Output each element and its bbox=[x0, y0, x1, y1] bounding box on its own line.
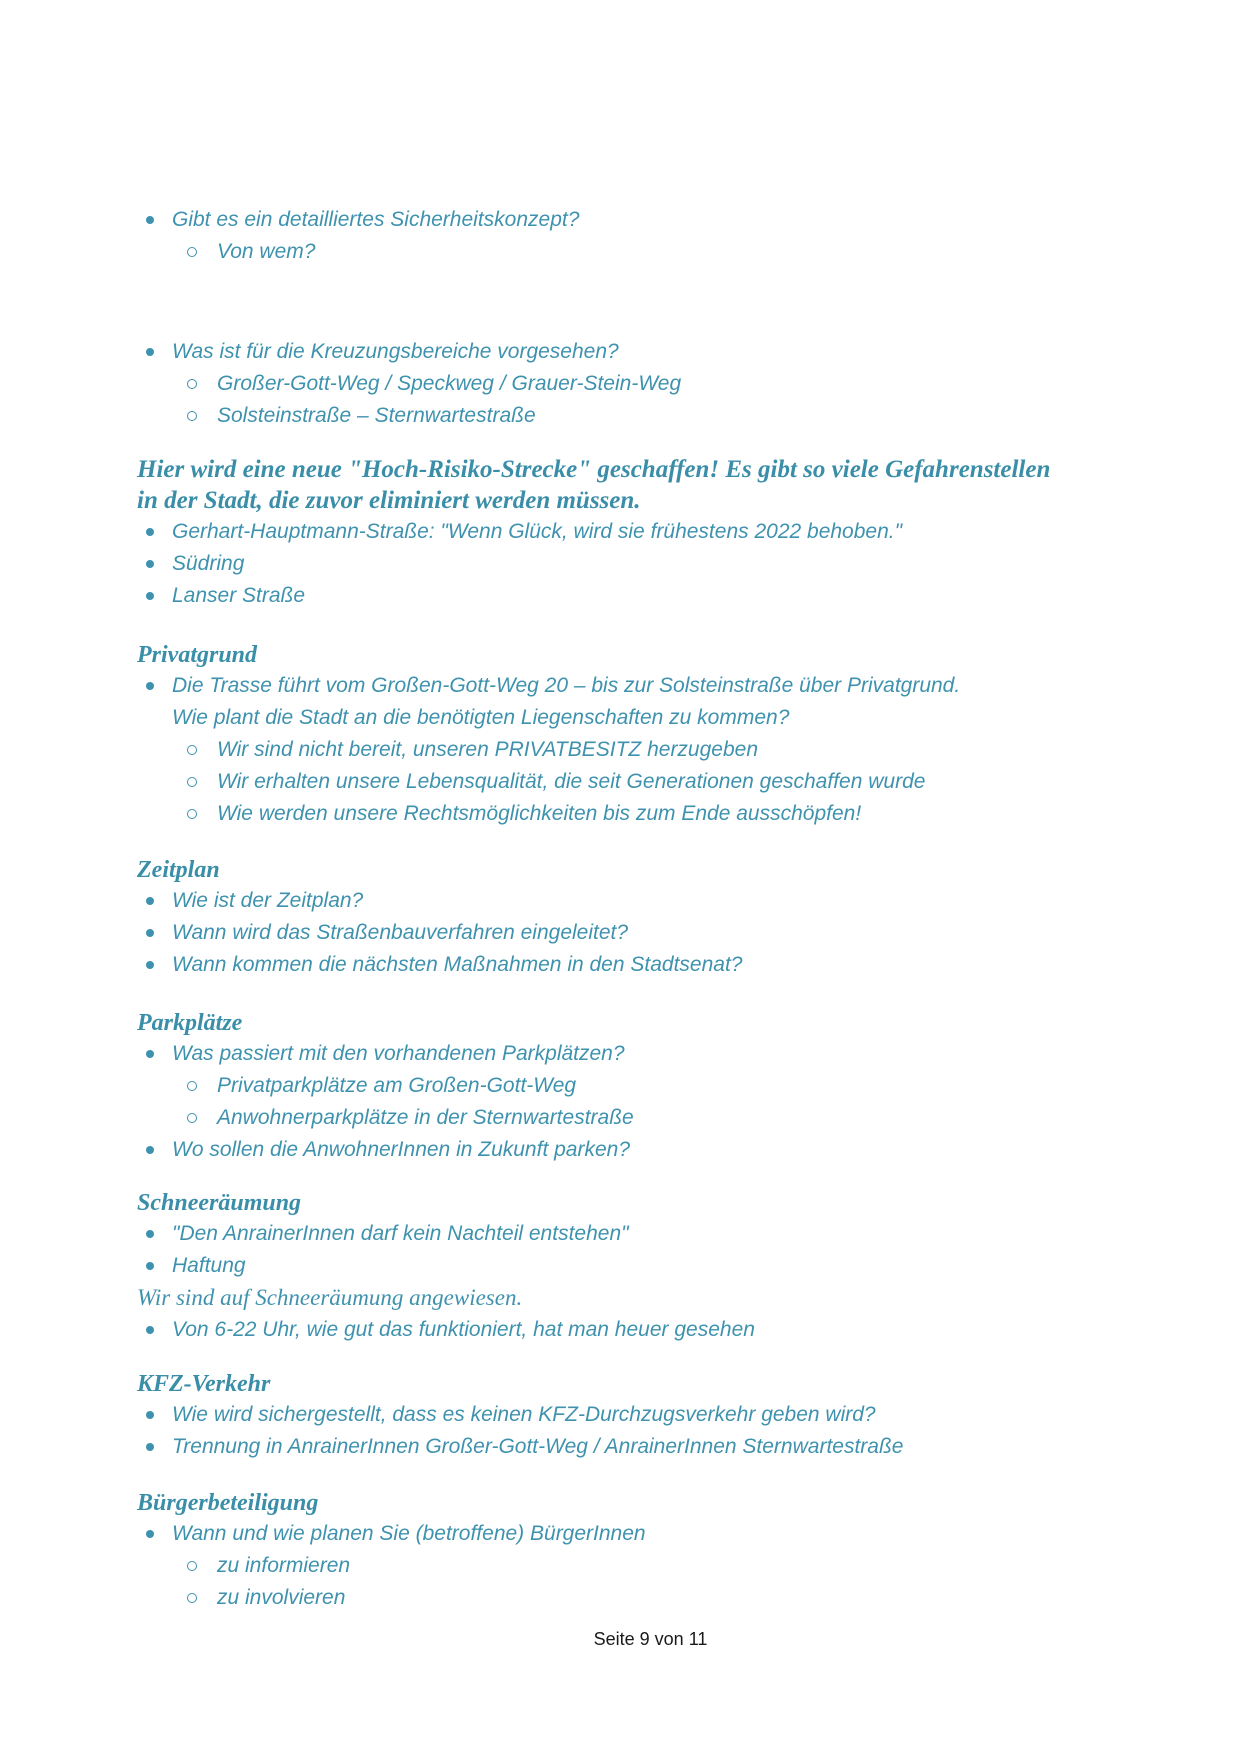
bullet-dot-icon bbox=[137, 204, 172, 236]
bullet-text: "Den AnrainerInnen darf kein Nachteil entstehen" bbox=[172, 1222, 629, 1245]
bullet-text bbox=[172, 670, 1121, 734]
bullet-dot-icon bbox=[137, 1431, 172, 1463]
bullet-item bbox=[137, 516, 1121, 548]
bullet-text: Wann kommen die nächsten Maßnahmen in den Stadtsenat? bbox=[172, 953, 743, 976]
bullet-dot-icon bbox=[137, 949, 172, 981]
bullet-item bbox=[137, 670, 1121, 734]
bullet-item bbox=[137, 1431, 1121, 1463]
bullet-item bbox=[137, 1314, 1121, 1346]
sub-bullet-item bbox=[186, 1582, 1121, 1614]
sub-bullet-text: Privatparkplätze am Großen-Gott-Weg bbox=[217, 1074, 577, 1097]
bullet-dot-icon bbox=[137, 1134, 172, 1166]
bullet-item bbox=[137, 548, 1121, 580]
bullet-item bbox=[137, 336, 1121, 368]
bullet-circle-icon bbox=[186, 1550, 217, 1582]
page-footer: Seite 9 von 11 bbox=[593, 1629, 708, 1649]
sub-bullet-item bbox=[186, 1070, 1121, 1102]
bullet-text: Gerhart-Hauptmann-Straße: "Wenn Glück, wird sie frühestens 2022 behoben." bbox=[172, 520, 903, 543]
bullet-dot-icon bbox=[137, 1399, 172, 1431]
bullet-text: Wo sollen die AnwohnerInnen in Zukunft parken? bbox=[172, 1138, 631, 1161]
bullet-text: Haftung bbox=[172, 1254, 246, 1277]
bullet-text: Was passiert mit den vorhandenen Parkplätzen? bbox=[172, 1042, 625, 1065]
sub-bullet-item bbox=[186, 368, 1121, 400]
sub-bullet-text: Wir erhalten unsere Lebensqualität, die seit Generationen geschaffen wurde bbox=[217, 770, 926, 793]
bullet-text: Wann und wie planen Sie (betroffene) BürgerInnen bbox=[172, 1522, 646, 1545]
section-title-schneeraeumung: Schneeräumung bbox=[137, 1190, 302, 1216]
sub-bullet-text: Großer-Gott-Weg / Speckweg / Grauer-Stein-Weg bbox=[217, 372, 682, 395]
bullet-text: Gibt es ein detailliertes Sicherheitskonzept? bbox=[172, 208, 580, 231]
sub-bullet-item bbox=[186, 1102, 1121, 1134]
bullet-circle-icon bbox=[186, 1102, 217, 1134]
bullet-circle-icon bbox=[186, 236, 217, 268]
bullet-dot-icon bbox=[137, 516, 172, 548]
section-title-parkplaetze: Parkplätze bbox=[137, 1010, 243, 1036]
bullet-item bbox=[137, 1518, 1121, 1550]
bullet-circle-icon bbox=[186, 1070, 217, 1102]
sub-bullet-text: Anwohnerparkplätze in der Sternwartestraße bbox=[217, 1106, 634, 1129]
bullet-dot-icon bbox=[137, 1218, 172, 1250]
bullet-text-line1: Die Trasse führt vom Großen-Gott-Weg 20 – bis zur Solsteinstraße über Privatgrund. bbox=[172, 674, 961, 697]
bullet-text: Von 6-22 Uhr, wie gut das funktioniert, hat man heuer gesehen bbox=[172, 1318, 755, 1341]
bullet-item bbox=[137, 1399, 1121, 1431]
sub-bullet-text: zu involvieren bbox=[217, 1586, 346, 1609]
sub-bullet-item bbox=[186, 766, 1121, 798]
bullet-text: Wie ist der Zeitplan? bbox=[172, 889, 364, 912]
bullet-item bbox=[137, 917, 1121, 949]
sub-bullet-item bbox=[186, 236, 1121, 268]
serif-note-line: Wir sind auf Schneeräumung angewiesen. bbox=[137, 1285, 523, 1310]
section-title-kfz-verkehr: KFZ-Verkehr bbox=[137, 1371, 271, 1397]
sub-bullet-text: Solsteinstraße – Sternwartestraße bbox=[217, 404, 536, 427]
bullet-dot-icon bbox=[137, 1314, 172, 1346]
bullet-item bbox=[137, 580, 1121, 612]
bullet-text-line2: Wie plant die Stadt an die benötigten Liegenschaften zu kommen? bbox=[172, 706, 790, 729]
bullet-text: Wann wird das Straßenbauverfahren eingeleitet? bbox=[172, 921, 629, 944]
bullet-item bbox=[137, 204, 1121, 236]
bullet-dot-icon bbox=[137, 885, 172, 917]
sub-bullet-text: zu informieren bbox=[217, 1554, 351, 1577]
bullet-circle-icon bbox=[186, 734, 217, 766]
bullet-circle-icon bbox=[186, 368, 217, 400]
section-title-privatgrund: Privatgrund bbox=[137, 642, 258, 668]
sub-bullet-item bbox=[186, 734, 1121, 766]
sub-bullet-item bbox=[186, 798, 1121, 830]
bullet-item bbox=[137, 949, 1121, 981]
bullet-dot-icon bbox=[137, 548, 172, 580]
bullet-dot-icon bbox=[137, 1038, 172, 1070]
bullet-text: Trennung in AnrainerInnen Großer-Gott-Weg / AnrainerInnen Sternwartestraße bbox=[172, 1435, 904, 1458]
sub-bullet-text: Wie werden unsere Rechtsmöglichkeiten bis zum Ende ausschöpfen! bbox=[217, 802, 862, 825]
bullet-item bbox=[137, 1134, 1121, 1166]
bullet-item bbox=[137, 885, 1121, 917]
sub-bullet-item bbox=[186, 400, 1121, 432]
bullet-item bbox=[137, 1218, 1121, 1250]
bullet-dot-icon bbox=[137, 1518, 172, 1550]
bullet-item bbox=[137, 1038, 1121, 1070]
bullet-dot-icon bbox=[137, 670, 172, 702]
sub-bullet-text: Wir sind nicht bereit, unseren PRIVATBESITZ herzugeben bbox=[217, 738, 759, 761]
bullet-item bbox=[137, 1250, 1121, 1282]
bullet-text: Wie wird sichergestellt, dass es keinen KFZ-Durchzugsverkehr geben wird? bbox=[172, 1403, 876, 1426]
bullet-dot-icon bbox=[137, 580, 172, 612]
bullet-circle-icon bbox=[186, 798, 217, 830]
section-title-zeitplan: Zeitplan bbox=[137, 857, 220, 883]
page-content bbox=[137, 204, 1121, 1614]
bullet-circle-icon bbox=[186, 766, 217, 798]
sub-bullet-text: Von wem? bbox=[217, 240, 316, 263]
bullet-text: Lanser Straße bbox=[172, 584, 306, 607]
sub-bullet-item bbox=[186, 1550, 1121, 1582]
warning-heading bbox=[137, 454, 1121, 516]
warning-heading-line2: in der Stadt, die zuvor eliminiert werden müssen. bbox=[137, 487, 641, 514]
bullet-circle-icon bbox=[186, 400, 217, 432]
bullet-dot-icon bbox=[137, 917, 172, 949]
bullet-dot-icon bbox=[137, 336, 172, 368]
bullet-dot-icon bbox=[137, 1250, 172, 1282]
bullet-circle-icon bbox=[186, 1582, 217, 1614]
bullet-text: Was ist für die Kreuzungsbereiche vorgesehen? bbox=[172, 340, 619, 363]
section-title-buergerbeteiligung: Bürgerbeteiligung bbox=[137, 1490, 319, 1516]
bullet-text: Südring bbox=[172, 552, 245, 575]
warning-heading-line1: Hier wird eine neue "Hoch-Risiko-Strecke" geschaffen! Es gibt so viele Gefahrenstellen bbox=[137, 456, 1051, 483]
